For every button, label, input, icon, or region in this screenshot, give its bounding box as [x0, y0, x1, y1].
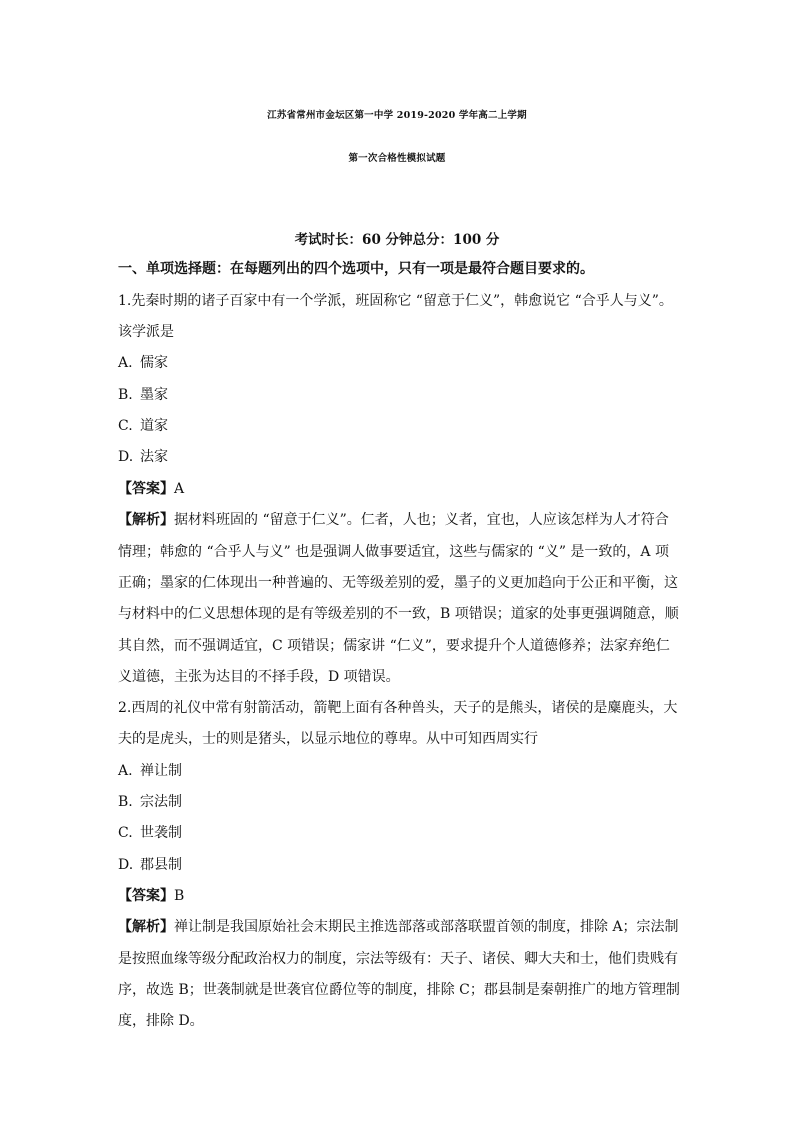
option-key: B.	[118, 387, 133, 403]
question-1-stem-line-1: 1.先秦时期的诸子百家中有一个学派，班固称它 “留意于仁义”，韩愈说它 “合乎人与义”。	[118, 293, 673, 309]
section-heading: 一、单项选择题：在每题列出的四个选项中，只有一项是最符合题目要求的。	[118, 261, 594, 277]
option-key: B.	[118, 794, 133, 810]
question-2-option-b	[118, 792, 182, 812]
option-text: 郡县制	[140, 857, 182, 873]
question-2-option-c	[118, 823, 182, 843]
question-2-analysis-line-3: 序，故选 B；世袭制就是世袭官位爵位等的制度，排除 C；郡县制是秦朝推广的地方管理制	[118, 982, 680, 998]
exam-title-line-1: 江苏省常州市金坛区第一中学 2019-2020 学年高二上学期	[267, 110, 527, 121]
question-2-answer	[118, 886, 184, 906]
question-1-analysis-line-2: 情理；韩愈的 “合乎人与义” 也是强调人做事要适宜，这些与儒家的 “义” 是一致的，A 项	[118, 544, 669, 560]
option-text: 禅让制	[140, 763, 182, 779]
analysis-label: 【解析】	[118, 512, 174, 528]
option-text: 墨家	[140, 387, 168, 403]
option-key: D.	[118, 449, 134, 465]
analysis-label: 【解析】	[118, 919, 174, 935]
option-key: D.	[118, 857, 134, 873]
exam-title-line-2: 第一次合格性模拟试题	[348, 153, 446, 164]
option-key: C.	[118, 418, 133, 434]
analysis-text: 据材料班固的 “留意于仁义”。仁者，人也；义者，宜也，人应该怎样为人才符合	[174, 512, 669, 528]
question-1-analysis-line-4: 与材料中的仁义思想体现的是有等级差别的不一致，B 项错误；道家的处事更强调随意，顺	[118, 606, 679, 622]
option-text: 儒家	[140, 355, 168, 371]
analysis-text: 禅让制是我国原始社会末期民主推选部落或部落联盟首领的制度，排除 A；宗法制	[174, 919, 679, 935]
question-2-option-d	[118, 855, 182, 875]
option-key: C.	[118, 825, 133, 841]
question-2-stem-line-2: 夫的是虎头，士的则是猪头，以显示地位的尊卑。从中可知西周实行	[118, 731, 538, 747]
answer-label: 【答案】	[118, 888, 174, 904]
answer-value: A	[174, 481, 185, 497]
question-2-analysis-line-1	[118, 917, 679, 937]
option-text: 世袭制	[140, 825, 182, 841]
exam-info: 考试时长：60 分钟总分：100 分	[294, 232, 500, 248]
answer-value: B	[174, 888, 185, 904]
question-1-analysis-line-3: 正确；墨家的仁体现出一种普遍的、无等级差别的爱，墨子的义更加趋向于公正和平衡，这	[118, 575, 678, 591]
question-2-analysis-line-2: 是按照血缘等级分配政治权力的制度，宗法等级有：天子、诸侯、卿大夫和士，他们贵贱有	[118, 951, 678, 967]
option-key: A.	[118, 763, 133, 779]
question-1-option-a	[118, 353, 168, 373]
question-1-analysis-line-6: 义道德，主张为达目的不择手段，D 项错误。	[118, 669, 400, 685]
question-2-analysis-line-4: 度，排除 D。	[118, 1013, 204, 1029]
question-2-stem-line-1: 2.西周的礼仪中常有射箭活动，箭靶上面有各种兽头，天子的是熊头，诸侯的是麋鹿头，大	[118, 700, 678, 716]
question-2-option-a	[118, 761, 182, 781]
question-1-option-c	[118, 416, 168, 436]
question-1-option-b	[118, 385, 168, 405]
option-text: 宗法制	[140, 794, 182, 810]
option-text: 法家	[140, 449, 168, 465]
option-text: 道家	[140, 418, 168, 434]
question-1-option-d	[118, 447, 168, 467]
question-1-answer	[118, 479, 184, 499]
question-1-analysis-line-1	[118, 510, 669, 530]
option-key: A.	[118, 355, 133, 371]
question-1-stem-line-2: 该学派是	[118, 324, 174, 340]
answer-label: 【答案】	[118, 481, 174, 497]
question-1-analysis-line-5: 其自然，而不强调适宜，C 项错误；儒家讲 “仁义”，要求提升个人道德修养；法家弃绝仁	[118, 638, 670, 654]
